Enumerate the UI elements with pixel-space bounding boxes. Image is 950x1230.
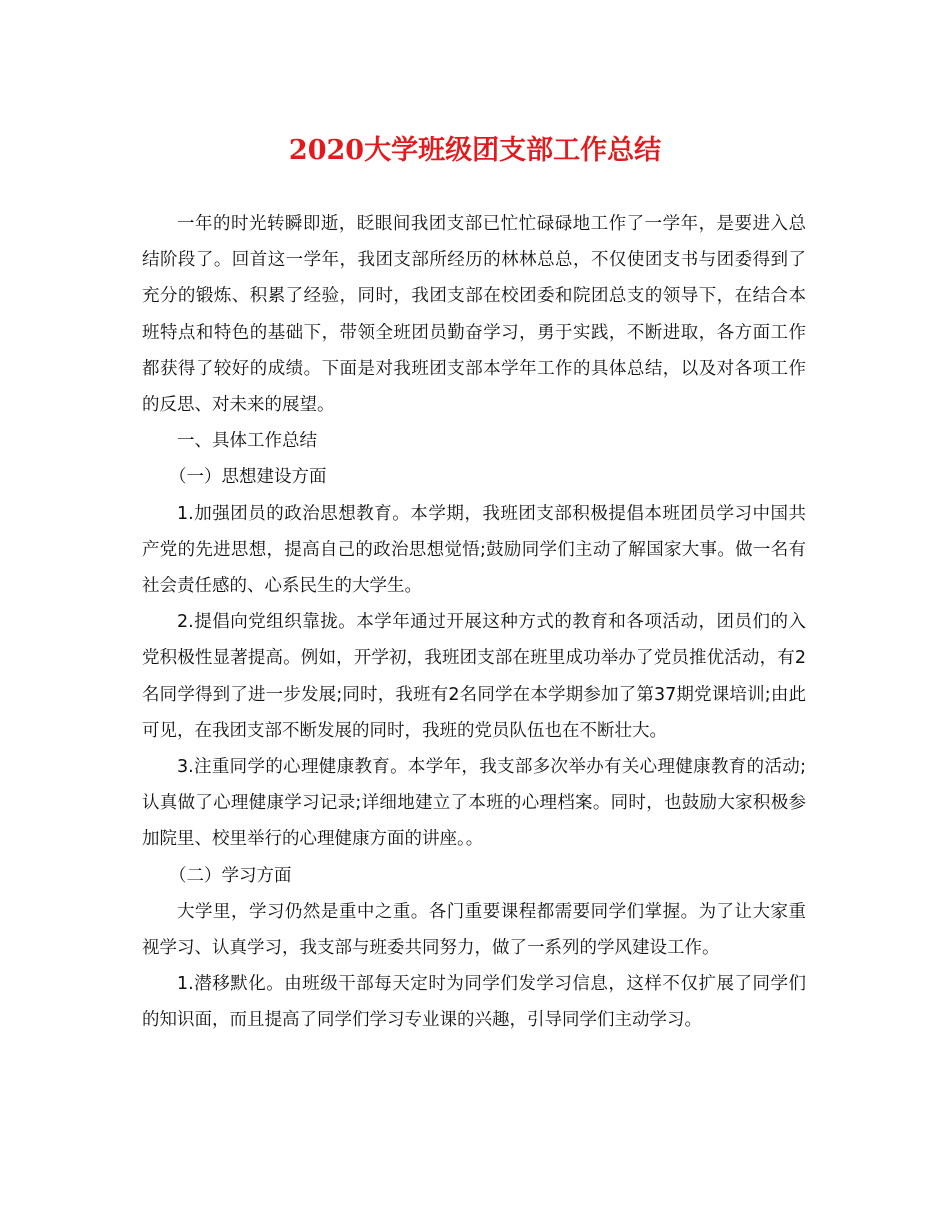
paragraph-intro: 一年的时光转瞬即逝，眨眼间我团支部已忙忙碌碌地工作了一学年，是要进入总结阶段了。回首这一学年，我团支部所经历的林林总总，不仅使团支书与团委得到了充分的锻炼、积累了经验，同时，我团支部在校团委和院团总支的领导下，在结合本班特点和特色的基础下，带领全班团员勤奋学习，勇于实践，不断进取，各方面工作都获得了较好的成绩。下面是对我班团支部本学年工作的具体总结，以及对各项工作的反思、对未来的展望。 (142, 214, 806, 416)
subsection-heading-ideology: （一）思想建设方面 (169, 467, 327, 488)
paragraph-study-item-1: 1.潜移默化。由班级干部每天定时为同学们发学习信息，这样不仅扩展了同学们的知识面，而且提高了同学们学习专业课的兴趣，引导同学们主动学习。 (142, 974, 806, 1031)
section-heading-1: 一、具体工作总结 (177, 431, 317, 452)
paragraph-item-2: 2.提倡向党组织靠拢。本学年通过开展这种方式的教育和各项活动，团员们的入党积极性显著提高。例如，开学初，我班团支部在班里成功举办了党员推优活动，有2名同学得到了进一步发展;同时，我班有2名同学在本学期参加了第37期党课培训;由此可见，在我团支部不断发展的同时，我班的党员队伍也在不断壮大。 (142, 612, 806, 741)
document-body (142, 206, 806, 1039)
paragraph-item-1: 1.加强团员的政治思想教育。本学期，我班团支部积极提倡本班团员学习中国共产党的先进思想，提高自己的政治思想觉悟;鼓励同学们主动了解国家大事。做一名有社会责任感的、心系民生的大学生。 (142, 503, 806, 597)
paragraph-study-intro: 大学里，学习仍然是重中之重。各门重要课程都需要同学们掌握。为了让大家重视学习、认真学习，我支部与班委共同努力，做了一系列的学风建设工作。 (142, 901, 806, 959)
paragraph-item-3: 3.注重同学的心理健康教育。本学年，我支部多次举办有关心理健康教育的活动;认真做了心理健康学习记录;详细地建立了本班的心理档案。同时，也鼓励大家积极参加院里、校里举行的心理健康方面的讲座。。 (142, 757, 806, 850)
subsection-heading-study: （二）学习方面 (169, 865, 292, 886)
document-title: 2020大学班级团支部工作总结 (288, 135, 662, 166)
